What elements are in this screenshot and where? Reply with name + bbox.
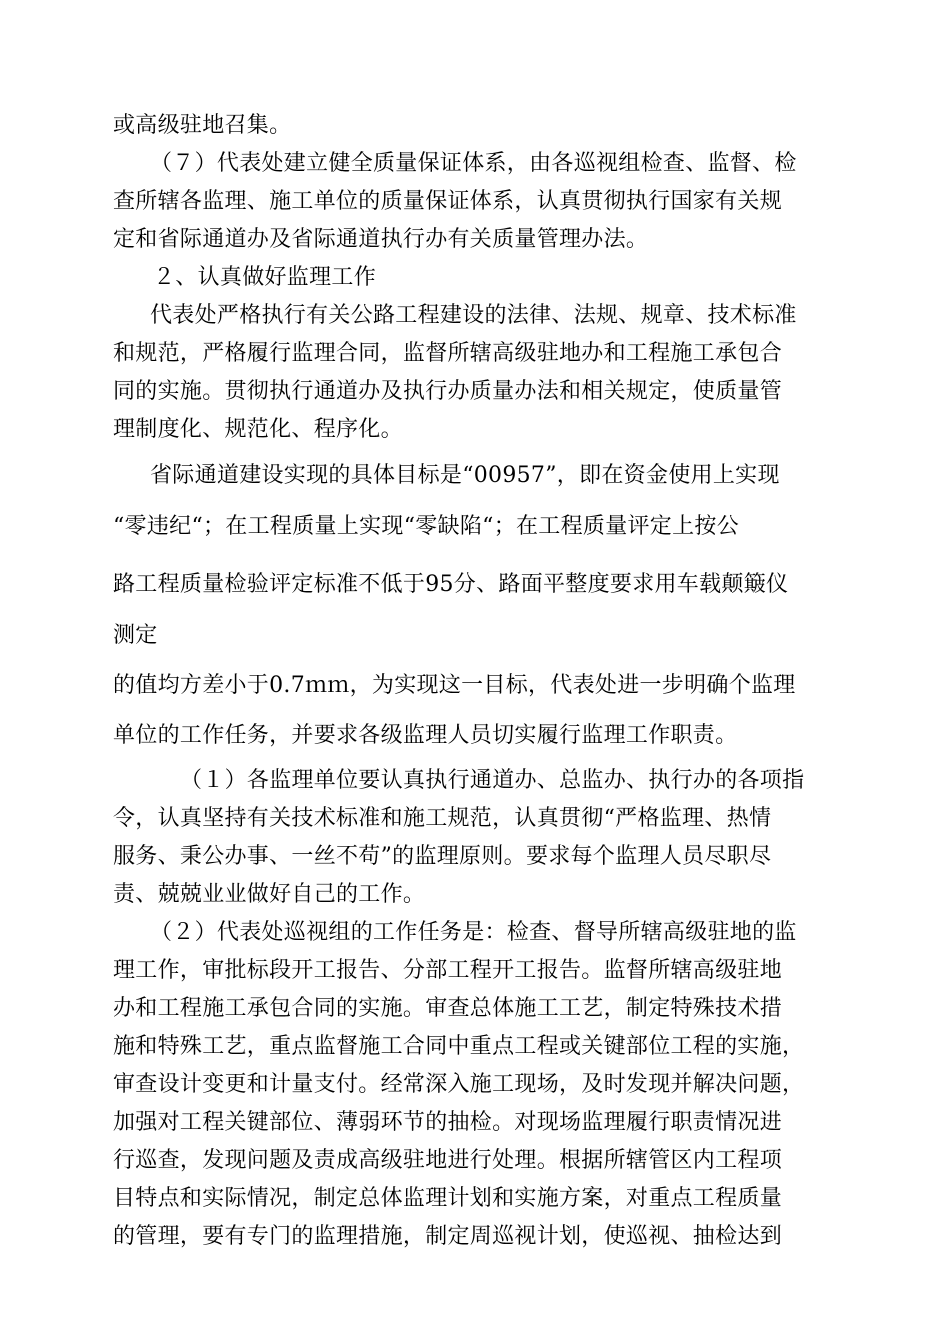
text-line: 省际通道建设实现的具体目标是“00957”，即在资金使用上实现 bbox=[150, 463, 780, 488]
text-line: 令，认真坚持有关技术标准和施工规范，认真贯彻“严格监理、热情 bbox=[113, 806, 772, 831]
text-line: （２）代表处巡视组的工作任务是：检查、督导所辖高级驻地的监 bbox=[150, 920, 797, 945]
section-heading: ２、认真做好监理工作 bbox=[153, 265, 377, 290]
text-line: 加强对工程关键部位、薄弱环节的抽检。对现场监理履行职责情况进 bbox=[113, 1110, 783, 1135]
text-line: 理工作，审批标段开工报告、分部工程开工报告。监督所辖高级驻地 bbox=[113, 958, 783, 983]
text-line: 的管理，要有专门的监理措施，制定周巡视计划，使巡视、抽检达到 bbox=[113, 1224, 783, 1249]
text-line: 代表处严格执行有关公路工程建设的法律、法规、规章、技术标准 bbox=[150, 303, 797, 328]
text-line: 责、兢兢业业做好自己的工作。 bbox=[113, 882, 426, 907]
text-line: （１）各监理单位要认真执行通道办、总监办、执行办的各项指 bbox=[180, 768, 805, 793]
text-line: 同的实施。贯彻执行通道办及执行办质量办法和相关规定，使质量管 bbox=[113, 379, 783, 404]
text-line: 行巡查，发现问题及责成高级驻地进行处理。根据所辖管区内工程项 bbox=[113, 1148, 783, 1173]
text-line: 测定 bbox=[113, 623, 158, 648]
text-line: “零违纪“；在工程质量上实现“零缺陷“；在工程质量评定上按公 bbox=[113, 514, 739, 539]
text-line: 路工程质量检验评定标准不低于95分、路面平整度要求用车载颠簸仪 bbox=[113, 572, 789, 597]
text-line: 单位的工作任务，并要求各级监理人员切实履行监理工作职责。 bbox=[113, 723, 738, 748]
text-line: 和规范，严格履行监理合同，监督所辖高级驻地办和工程施工承包合 bbox=[113, 341, 783, 366]
text-line: （７）代表处建立健全质量保证体系，由各巡视组检查、监督、检 bbox=[150, 151, 797, 176]
text-line: 理制度化、规范化、程序化。 bbox=[113, 417, 403, 442]
text-line: 施和特殊工艺，重点监督施工合同中重点工程或关键部位工程的实施， bbox=[113, 1034, 805, 1059]
text-line: 或高级驻地召集。 bbox=[113, 113, 292, 138]
text-line: 服务、秉公办事、一丝不苟”的监理原则。要求每个监理人员尽职尽 bbox=[113, 844, 772, 869]
text-line: 办和工程施工承包合同的实施。审查总体施工工艺，制定特殊技术措 bbox=[113, 996, 783, 1021]
text-line: 审查设计变更和计量支付。经常深入施工现场，及时发现并解决问题， bbox=[113, 1072, 805, 1097]
text-line: 目特点和实际情况，制定总体监理计划和实施方案，对重点工程质量 bbox=[113, 1186, 783, 1211]
text-line: 查所辖各监理、施工单位的质量保证体系，认真贯彻执行国家有关规 bbox=[113, 189, 783, 214]
text-line: 的值均方差小于0.7ｍｍ，为实现这一目标，代表处进一步明确个监理 bbox=[113, 673, 796, 698]
text-line: 定和省际通道办及省际通道执行办有关质量管理办法。 bbox=[113, 227, 649, 252]
